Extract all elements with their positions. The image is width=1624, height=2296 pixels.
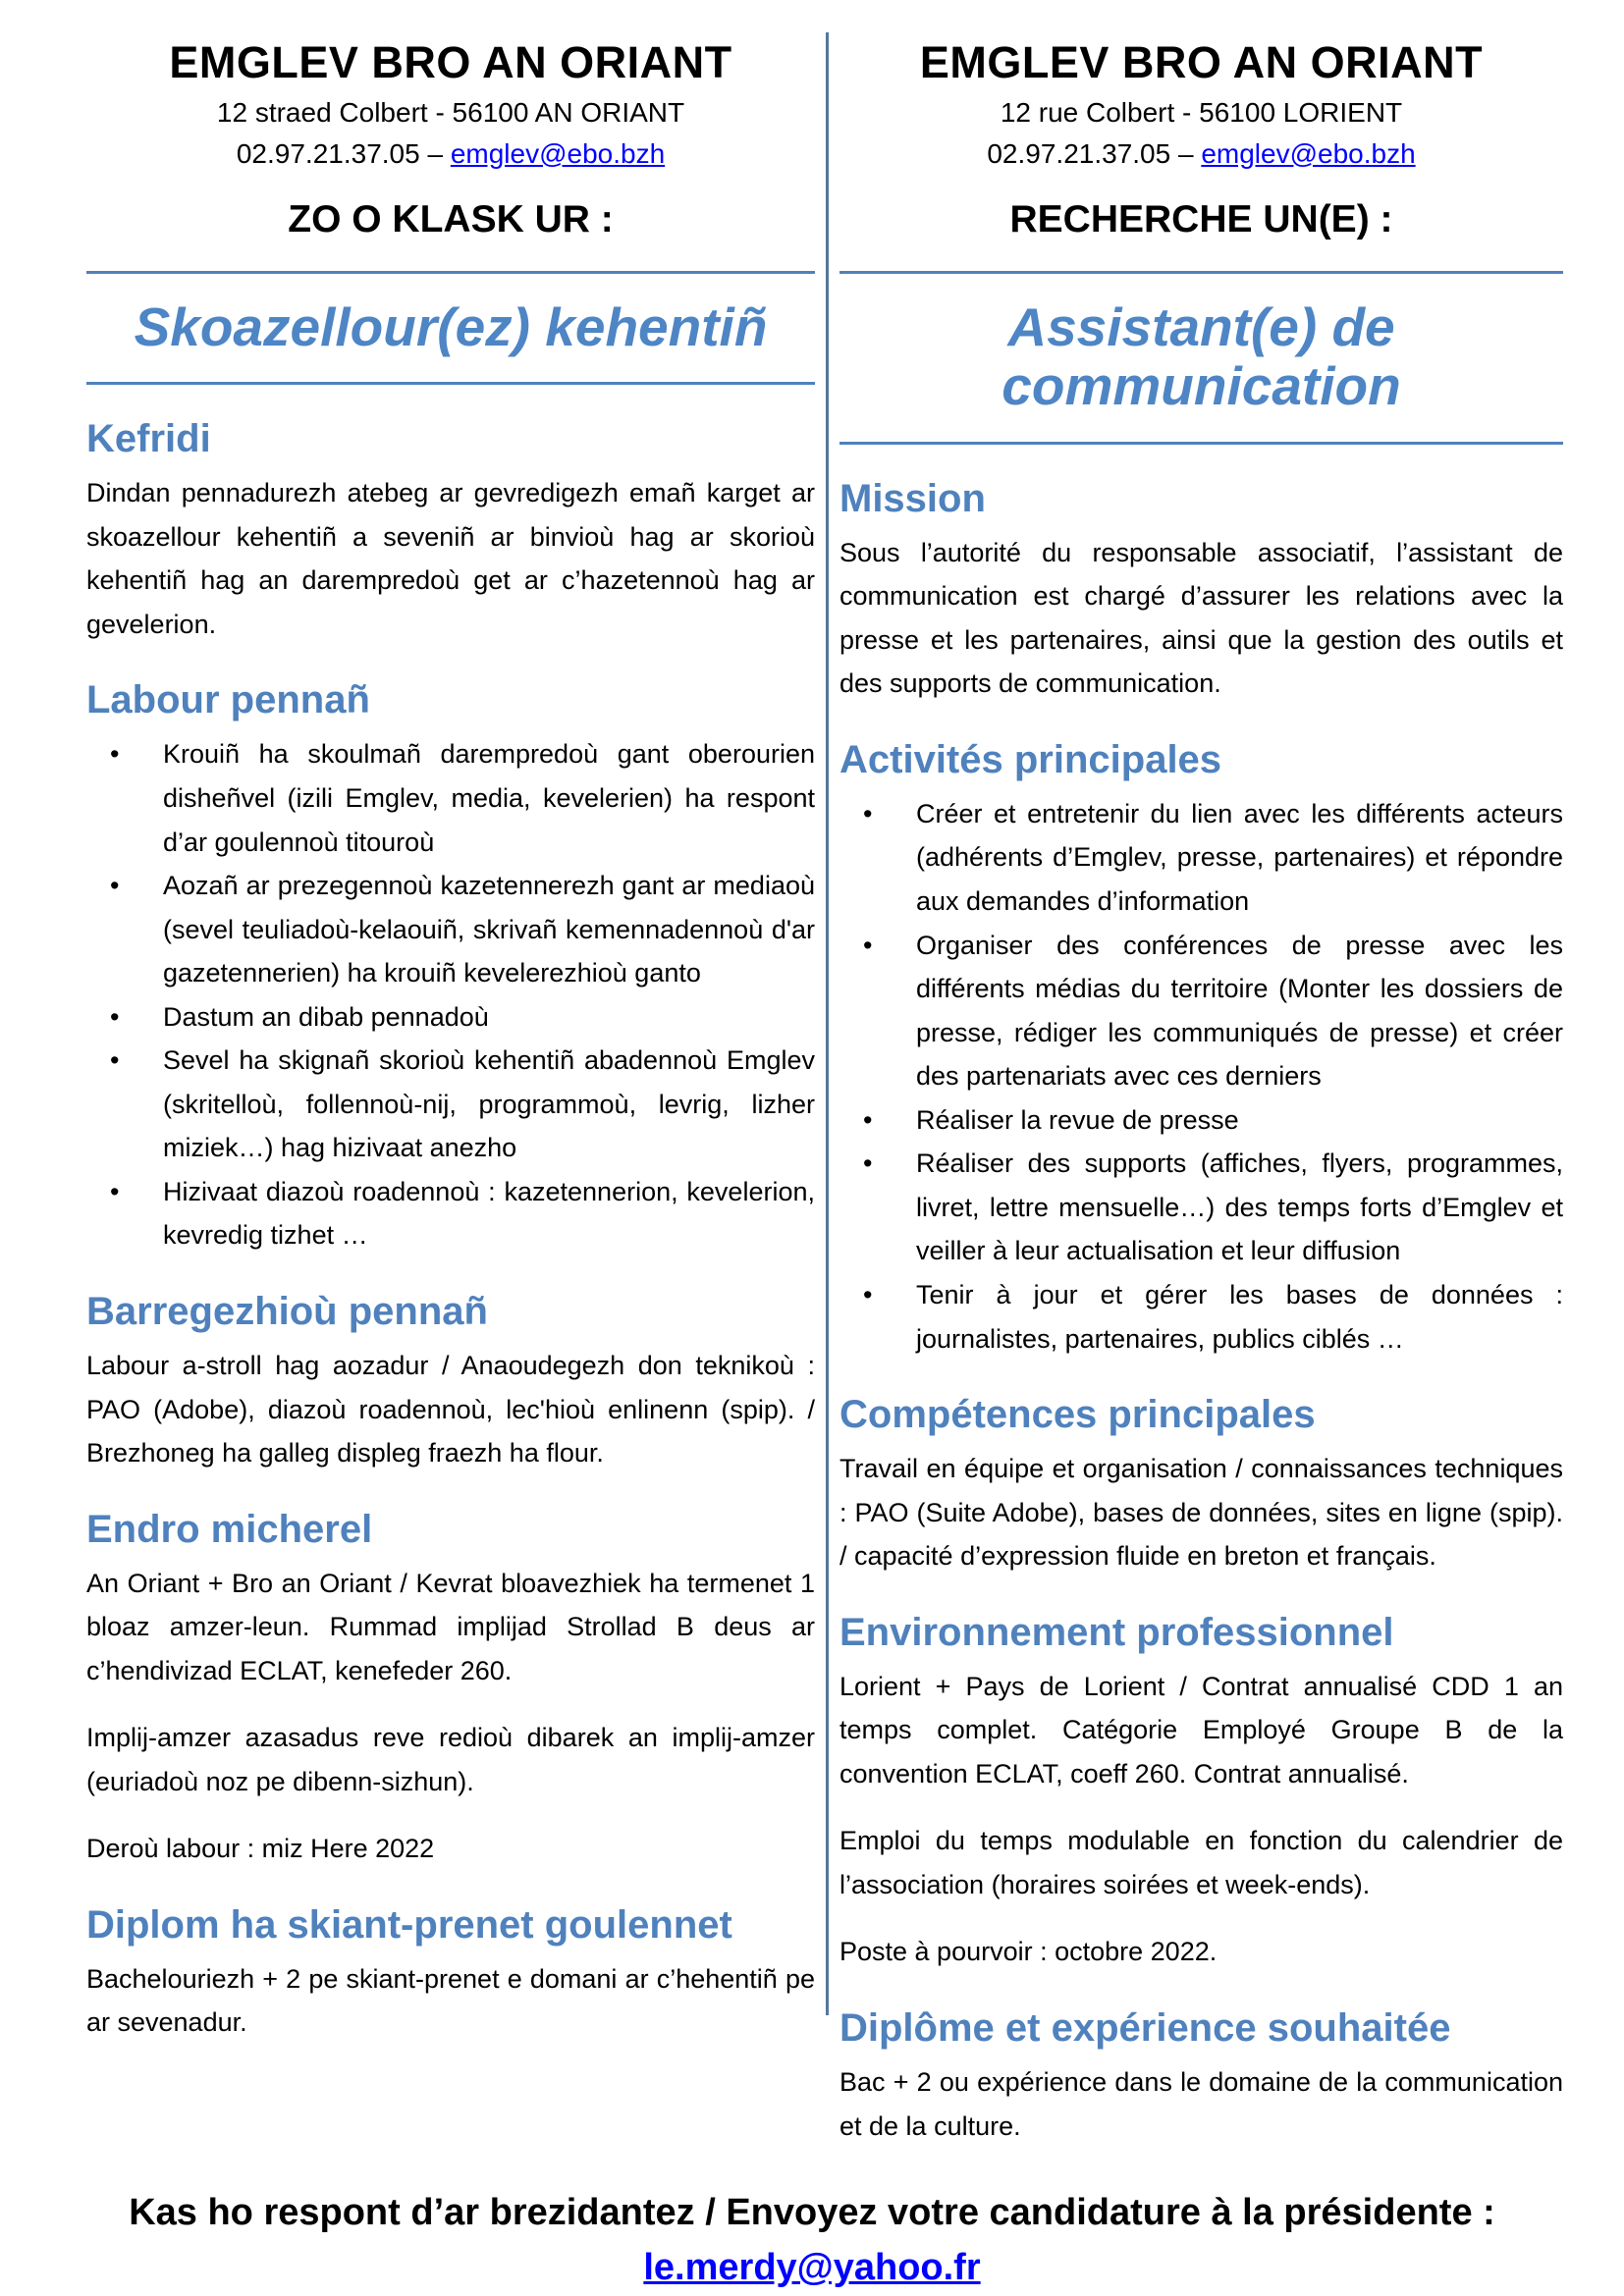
section-body: Sous l’autorité du responsable associatif, l’assistant de communication est chargé d’assurer les relations avec la presse et les partenaires, ainsi que la gestion des outils et des supports de communication. bbox=[839, 537, 1563, 699]
bullet-list bbox=[839, 792, 1563, 1361]
section-heading-diplome: Diplôme et expérience souhaitée bbox=[839, 2005, 1451, 2050]
bullet-item: • Hizivaat diazoù roadennoù : kazetennerion, kevelerion, kevredig tizhet … bbox=[86, 1170, 815, 1257]
org-email-link[interactable]: emglev@ebo.bzh bbox=[1201, 137, 1416, 169]
footer-cta: Kas ho respont d’ar brezidantez / Envoyez votre candidature à la présidente : bbox=[129, 2192, 1495, 2234]
org-phone: 02.97.21.37.05 – bbox=[236, 137, 451, 169]
job-title: Assistant(e) de communication bbox=[1001, 295, 1401, 417]
bullet-item: • Créer et entretenir du lien avec les différents acteurs (adhérents d’Emglev, presse, partenaires) et répondre aux demandes d’information bbox=[839, 792, 1563, 924]
seeking-line: RECHERCHE UN(E) : bbox=[1009, 197, 1393, 240]
section-body: Dindan pennadurezh atebeg ar gevredigezh emañ karget ar skoazellour kehentiñ a seveniñ ar binvioù hag ar skorioù kehentiñ hag an darempredoù get ar c’hazetennoù hag ar gevelerion. bbox=[86, 478, 815, 639]
org-contact-line bbox=[839, 136, 1563, 171]
column-divider bbox=[826, 32, 829, 2015]
bullet-item: • Dastum an dibab pennadoù bbox=[86, 995, 815, 1040]
org-address: 12 straed Colbert - 56100 AN ORIANT bbox=[216, 96, 685, 128]
bullet-item: • Réaliser des supports (affiches, flyers, programmes, livret, lettre mensuelle…) des temps forts d’Emglev et veiller à leur actualisation et leur diffusion bbox=[839, 1142, 1563, 1273]
section-body: Travail en équipe et organisation / connaissances techniques : PAO (Suite Adobe), bases de données, sites en ligne (spip). / capacité d’expression fluide en breton et français. bbox=[839, 1454, 1563, 1572]
section-heading-environnement: Environnement professionnel bbox=[839, 1610, 1394, 1654]
title-rule-top bbox=[86, 271, 815, 274]
footer-email-row bbox=[0, 2247, 1624, 2289]
org-phone: 02.97.21.37.05 – bbox=[987, 137, 1202, 169]
bullet-item: • Krouiñ ha skoulmañ darempredoù gant oberourien disheñvel (izili Emglev, media, kevelerien) ha respont d’ar goulennoù titouroù bbox=[86, 732, 815, 864]
section-paragraph: Emploi du temps modulable en fonction du calendrier de l’association (horaires soirées et week-ends). bbox=[839, 1826, 1563, 1899]
org-email-link[interactable]: emglev@ebo.bzh bbox=[450, 137, 666, 169]
bullet-item: • Sevel ha skignañ skorioù kehentiñ abadennoù Emglev (skritelloù, follennoù-nij, programmoù, levrig, lizher miziek…) hag hizivaat anezho bbox=[86, 1039, 815, 1170]
section-paragraph: An Oriant + Bro an Oriant / Kevrat bloavezhiek ha termenet 1 bloaz amzer-leun. Rummad implijad Strollad B deus ar c’hendivizad ECLAT, kenefeder 260. bbox=[86, 1568, 815, 1685]
section-paragraph: Deroù labour : miz Here 2022 bbox=[86, 1834, 435, 1864]
section-heading-barregezhiou: Barregezhioù pennañ bbox=[86, 1290, 488, 1333]
section-paragraph: Lorient + Pays de Lorient / Contrat annualisé CDD 1 an temps complet. Catégorie Employé Groupe B de la convention ECLAT, coeff 260. Contrat annualisé. bbox=[839, 1671, 1563, 1789]
bullet-item: • Réaliser la revue de presse bbox=[839, 1098, 1563, 1143]
org-contact-line bbox=[86, 136, 815, 171]
section-body: Bac + 2 ou expérience dans le domaine de la communication et de la culture. bbox=[839, 2066, 1563, 2141]
title-rule-top bbox=[839, 271, 1563, 274]
footer-email-link[interactable]: le.merdy@yahoo.fr bbox=[643, 2247, 981, 2289]
section-body: Labour a-stroll hag aozadur / Anaoudegezh don teknikoù : PAO (Adobe), diazoù roadennoù, lec'hioù enlinenn (spip). / Brezhoneg ha galleg displeg fraezh ha flour. bbox=[86, 1351, 815, 1468]
section-heading-mission: Mission bbox=[839, 476, 986, 520]
bullet-list bbox=[86, 732, 815, 1257]
section-heading-endro-micherel: Endro micherel bbox=[86, 1507, 373, 1551]
section-heading-diplom: Diplom ha skiant-prenet goulennet bbox=[86, 1902, 732, 1947]
breton-org-header bbox=[86, 0, 815, 241]
org-name: EMGLEV BRO AN ORIANT bbox=[919, 37, 1484, 87]
section-heading-labour-pennan: Labour pennañ bbox=[86, 678, 370, 722]
org-name: EMGLEV BRO AN ORIANT bbox=[169, 37, 732, 87]
section-body: Bachelouriezh + 2 pe skiant-prenet e domani ar c’hehentiñ pe ar sevenadur. bbox=[86, 1963, 815, 2038]
title-rule-bottom bbox=[86, 382, 815, 385]
job-title: Skoazellour(ez) kehentiñ bbox=[134, 295, 768, 357]
bullet-item: • Aozañ ar prezegennoù kazetennerezh gant ar mediaoù (sevel teuliadoù-kelaouiñ, skrivañ kemennadennoù d'ar gazetennerien) ha krouiñ kevelerezhioù ganto bbox=[86, 864, 815, 995]
bullet-item: • Tenir à jour et gérer les bases de données : journalistes, partenaires, publics ciblés … bbox=[839, 1273, 1563, 1361]
footer bbox=[0, 2189, 1624, 2289]
title-rule-bottom bbox=[839, 442, 1563, 445]
section-paragraph: Poste à pourvoir : octobre 2022. bbox=[839, 1937, 1218, 1967]
seeking-line: ZO O KLASK UR : bbox=[288, 197, 614, 240]
org-address: 12 rue Colbert - 56100 LORIENT bbox=[1000, 96, 1403, 128]
bullet-item: • Organiser des conférences de presse avec les différents médias du territoire (Monter les dossiers de presse, rédiger les communiqués de presse) et créer des partenariats avec ces derniers bbox=[839, 924, 1563, 1098]
section-paragraph: Implij-amzer azasadus reve redioù dibarek an implij-amzer (euriadoù noz pe dibenn-sizhun). bbox=[86, 1723, 815, 1796]
french-org-header bbox=[839, 0, 1563, 241]
section-heading-competences: Compétences principales bbox=[839, 1393, 1316, 1437]
section-heading-kefridi: Kefridi bbox=[86, 417, 211, 461]
section-heading-activites: Activités principales bbox=[839, 737, 1222, 781]
french-column bbox=[839, 0, 1563, 2148]
breton-column bbox=[86, 0, 815, 2148]
